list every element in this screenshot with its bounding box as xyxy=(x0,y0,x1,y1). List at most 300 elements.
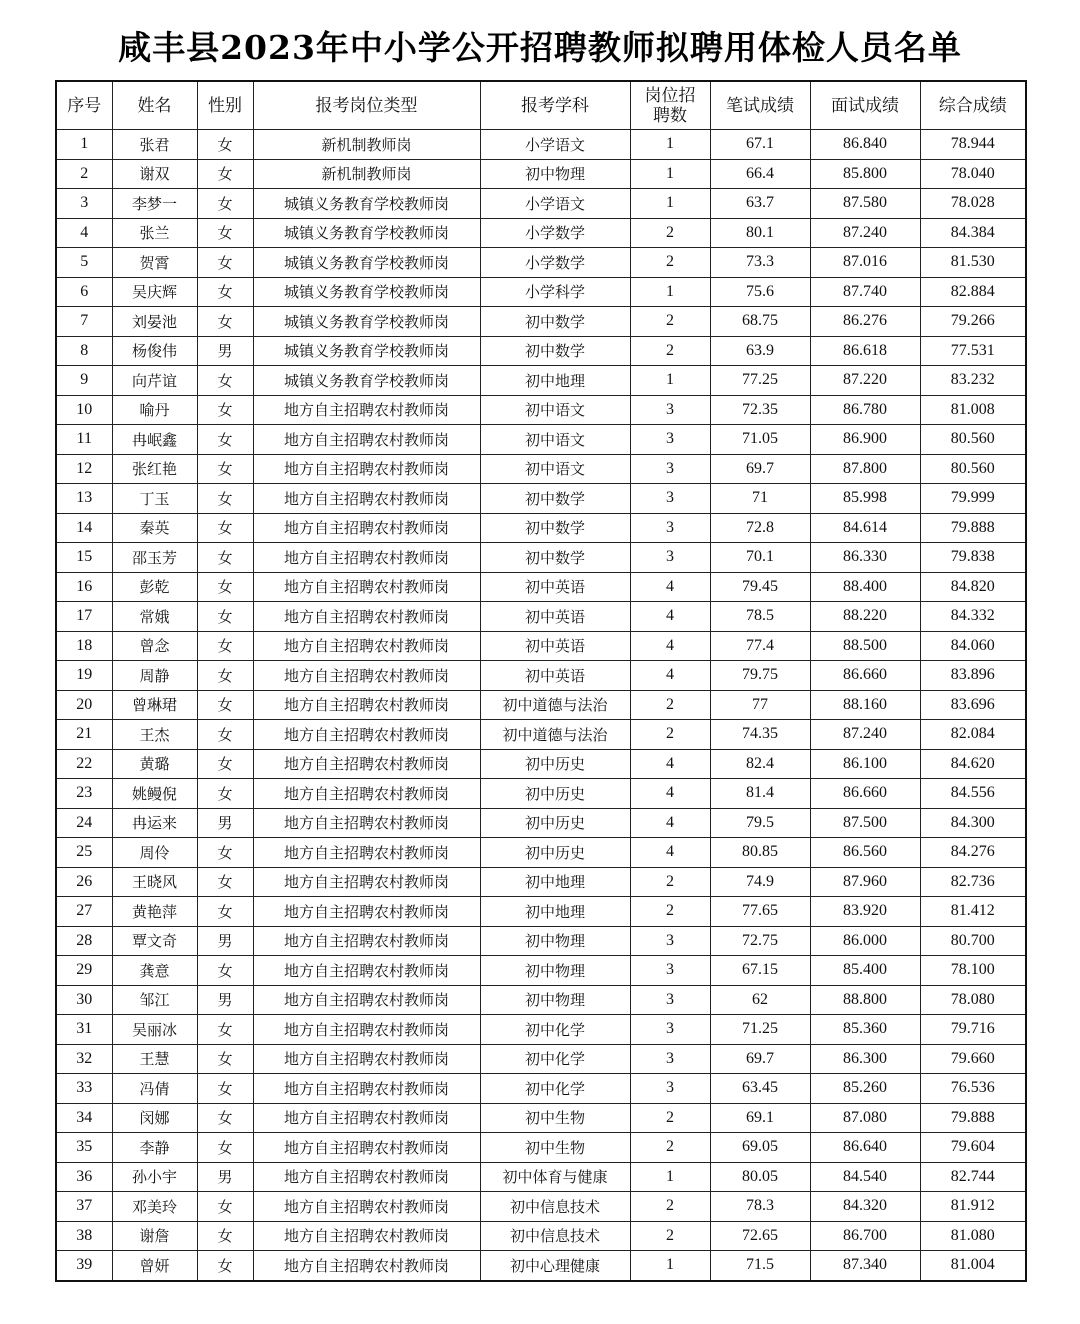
total-score-cell: 78.100 xyxy=(920,956,1026,986)
openings-cell: 4 xyxy=(630,572,710,602)
openings-cell: 3 xyxy=(630,1044,710,1074)
row-number-cell: 22 xyxy=(56,749,112,779)
position-type-cell: 地方自主招聘农村教师岗 xyxy=(253,425,480,455)
table-row xyxy=(56,808,1026,838)
subject-cell: 初中物理 xyxy=(480,956,630,986)
candidate-name-cell: 冉岷鑫 xyxy=(112,425,197,455)
candidate-name-cell: 覃文奇 xyxy=(112,926,197,956)
candidate-name-cell: 吴庆辉 xyxy=(112,277,197,307)
gender-cell: 女 xyxy=(197,867,253,897)
total-score-cell: 83.696 xyxy=(920,690,1026,720)
table-row xyxy=(56,1221,1026,1251)
row-number-cell: 4 xyxy=(56,218,112,248)
row-number-cell: 29 xyxy=(56,956,112,986)
written-score-cell: 72.35 xyxy=(710,395,810,425)
subject-cell: 初中语文 xyxy=(480,425,630,455)
openings-cell: 3 xyxy=(630,454,710,484)
row-number-cell: 28 xyxy=(56,926,112,956)
written-score-cell: 75.6 xyxy=(710,277,810,307)
header-cell: 姓名 xyxy=(112,81,197,130)
interview-score-cell: 86.700 xyxy=(810,1221,920,1251)
subject-cell: 初中化学 xyxy=(480,1074,630,1104)
written-score-cell: 69.05 xyxy=(710,1133,810,1163)
written-score-cell: 68.75 xyxy=(710,307,810,337)
gender-cell: 女 xyxy=(197,956,253,986)
written-score-cell: 63.7 xyxy=(710,189,810,219)
row-number-cell: 9 xyxy=(56,366,112,396)
table-row xyxy=(56,1162,1026,1192)
candidate-name-cell: 曾念 xyxy=(112,631,197,661)
gender-cell: 女 xyxy=(197,1103,253,1133)
total-score-cell: 80.560 xyxy=(920,454,1026,484)
position-type-cell: 地方自主招聘农村教师岗 xyxy=(253,1015,480,1045)
subject-cell: 小学数学 xyxy=(480,248,630,278)
candidate-name-cell: 秦英 xyxy=(112,513,197,543)
gender-cell: 男 xyxy=(197,808,253,838)
total-score-cell: 81.004 xyxy=(920,1251,1026,1281)
written-score-cell: 71.25 xyxy=(710,1015,810,1045)
table-row xyxy=(56,926,1026,956)
position-type-cell: 新机制教师岗 xyxy=(253,159,480,189)
table-row xyxy=(56,1192,1026,1222)
interview-score-cell: 87.340 xyxy=(810,1251,920,1281)
interview-score-cell: 86.660 xyxy=(810,661,920,691)
interview-score-cell: 86.276 xyxy=(810,307,920,337)
written-score-cell: 79.45 xyxy=(710,572,810,602)
gender-cell: 女 xyxy=(197,1192,253,1222)
interview-score-cell: 86.640 xyxy=(810,1133,920,1163)
interview-score-cell: 84.614 xyxy=(810,513,920,543)
candidate-name-cell: 冯倩 xyxy=(112,1074,197,1104)
written-score-cell: 80.85 xyxy=(710,838,810,868)
position-type-cell: 新机制教师岗 xyxy=(253,130,480,160)
candidate-table xyxy=(55,80,1027,1282)
total-score-cell: 80.700 xyxy=(920,926,1026,956)
table-row xyxy=(56,1103,1026,1133)
openings-cell: 1 xyxy=(630,277,710,307)
row-number-cell: 13 xyxy=(56,484,112,514)
candidate-name-cell: 邹江 xyxy=(112,985,197,1015)
written-score-cell: 62 xyxy=(710,985,810,1015)
row-number-cell: 15 xyxy=(56,543,112,573)
candidate-name-cell: 彭乾 xyxy=(112,572,197,602)
openings-cell: 1 xyxy=(630,159,710,189)
written-score-cell: 72.65 xyxy=(710,1221,810,1251)
interview-score-cell: 87.500 xyxy=(810,808,920,838)
position-type-cell: 城镇义务教育学校教师岗 xyxy=(253,336,480,366)
candidate-name-cell: 王晓风 xyxy=(112,867,197,897)
gender-cell: 女 xyxy=(197,1074,253,1104)
gender-cell: 女 xyxy=(197,1044,253,1074)
openings-cell: 1 xyxy=(630,1251,710,1281)
position-type-cell: 地方自主招聘农村教师岗 xyxy=(253,602,480,632)
subject-cell: 初中历史 xyxy=(480,779,630,809)
candidate-name-cell: 张兰 xyxy=(112,218,197,248)
gender-cell: 女 xyxy=(197,395,253,425)
total-score-cell: 84.384 xyxy=(920,218,1026,248)
openings-cell: 2 xyxy=(630,897,710,927)
header-cell: 序号 xyxy=(56,81,112,130)
total-score-cell: 79.266 xyxy=(920,307,1026,337)
subject-cell: 初中历史 xyxy=(480,749,630,779)
position-type-cell: 地方自主招聘农村教师岗 xyxy=(253,779,480,809)
row-number-cell: 14 xyxy=(56,513,112,543)
written-score-cell: 78.3 xyxy=(710,1192,810,1222)
gender-cell: 女 xyxy=(197,602,253,632)
row-number-cell: 27 xyxy=(56,897,112,927)
total-score-cell: 82.744 xyxy=(920,1162,1026,1192)
subject-cell: 初中生物 xyxy=(480,1103,630,1133)
written-score-cell: 77 xyxy=(710,690,810,720)
total-score-cell: 79.999 xyxy=(920,484,1026,514)
position-type-cell: 地方自主招聘农村教师岗 xyxy=(253,897,480,927)
candidate-name-cell: 黄璐 xyxy=(112,749,197,779)
table-row xyxy=(56,395,1026,425)
position-type-cell: 城镇义务教育学校教师岗 xyxy=(253,248,480,278)
interview-score-cell: 86.618 xyxy=(810,336,920,366)
openings-cell: 2 xyxy=(630,248,710,278)
interview-score-cell: 87.580 xyxy=(810,189,920,219)
interview-score-cell: 84.540 xyxy=(810,1162,920,1192)
row-number-cell: 19 xyxy=(56,661,112,691)
gender-cell: 女 xyxy=(197,543,253,573)
row-number-cell: 3 xyxy=(56,189,112,219)
header-cell: 笔试成绩 xyxy=(710,81,810,130)
position-type-cell: 城镇义务教育学校教师岗 xyxy=(253,277,480,307)
subject-cell: 初中历史 xyxy=(480,838,630,868)
total-score-cell: 78.028 xyxy=(920,189,1026,219)
gender-cell: 女 xyxy=(197,248,253,278)
openings-cell: 2 xyxy=(630,690,710,720)
gender-cell: 女 xyxy=(197,1133,253,1163)
gender-cell: 女 xyxy=(197,484,253,514)
position-type-cell: 地方自主招聘农村教师岗 xyxy=(253,572,480,602)
gender-cell: 女 xyxy=(197,307,253,337)
written-score-cell: 78.5 xyxy=(710,602,810,632)
openings-cell: 3 xyxy=(630,926,710,956)
subject-cell: 初中英语 xyxy=(480,631,630,661)
table-row xyxy=(56,897,1026,927)
interview-score-cell: 88.220 xyxy=(810,602,920,632)
interview-score-cell: 86.000 xyxy=(810,926,920,956)
openings-cell: 4 xyxy=(630,779,710,809)
candidate-name-cell: 吴丽冰 xyxy=(112,1015,197,1045)
position-type-cell: 地方自主招聘农村教师岗 xyxy=(253,543,480,573)
table-row xyxy=(56,307,1026,337)
interview-score-cell: 85.260 xyxy=(810,1074,920,1104)
written-score-cell: 71 xyxy=(710,484,810,514)
row-number-cell: 33 xyxy=(56,1074,112,1104)
row-number-cell: 6 xyxy=(56,277,112,307)
candidate-name-cell: 王慧 xyxy=(112,1044,197,1074)
row-number-cell: 35 xyxy=(56,1133,112,1163)
total-score-cell: 81.412 xyxy=(920,897,1026,927)
interview-score-cell: 87.016 xyxy=(810,248,920,278)
written-score-cell: 73.3 xyxy=(710,248,810,278)
interview-score-cell: 85.400 xyxy=(810,956,920,986)
total-score-cell: 84.620 xyxy=(920,749,1026,779)
subject-cell: 初中物理 xyxy=(480,926,630,956)
interview-score-cell: 87.800 xyxy=(810,454,920,484)
written-score-cell: 79.75 xyxy=(710,661,810,691)
subject-cell: 初中生物 xyxy=(480,1133,630,1163)
row-number-cell: 30 xyxy=(56,985,112,1015)
interview-score-cell: 85.998 xyxy=(810,484,920,514)
openings-cell: 2 xyxy=(630,1192,710,1222)
table-row xyxy=(56,779,1026,809)
total-score-cell: 78.944 xyxy=(920,130,1026,160)
interview-score-cell: 86.560 xyxy=(810,838,920,868)
interview-score-cell: 86.300 xyxy=(810,1044,920,1074)
interview-score-cell: 88.400 xyxy=(810,572,920,602)
subject-cell: 初中语文 xyxy=(480,454,630,484)
candidate-name-cell: 姚鳗倪 xyxy=(112,779,197,809)
subject-cell: 初中数学 xyxy=(480,307,630,337)
written-score-cell: 67.15 xyxy=(710,956,810,986)
interview-score-cell: 86.100 xyxy=(810,749,920,779)
subject-cell: 初中数学 xyxy=(480,513,630,543)
candidate-name-cell: 闵娜 xyxy=(112,1103,197,1133)
table-row xyxy=(56,366,1026,396)
interview-score-cell: 86.330 xyxy=(810,543,920,573)
interview-score-cell: 88.160 xyxy=(810,690,920,720)
row-number-cell: 7 xyxy=(56,307,112,337)
row-number-cell: 2 xyxy=(56,159,112,189)
openings-cell: 3 xyxy=(630,425,710,455)
openings-cell: 1 xyxy=(630,130,710,160)
total-score-cell: 84.300 xyxy=(920,808,1026,838)
openings-cell: 4 xyxy=(630,749,710,779)
gender-cell: 女 xyxy=(197,749,253,779)
written-score-cell: 67.1 xyxy=(710,130,810,160)
total-score-cell: 81.080 xyxy=(920,1221,1026,1251)
subject-cell: 初中物理 xyxy=(480,159,630,189)
total-score-cell: 77.531 xyxy=(920,336,1026,366)
position-type-cell: 地方自主招聘农村教师岗 xyxy=(253,454,480,484)
header-cell: 面试成绩 xyxy=(810,81,920,130)
candidate-name-cell: 喻丹 xyxy=(112,395,197,425)
interview-score-cell: 87.740 xyxy=(810,277,920,307)
openings-cell: 3 xyxy=(630,543,710,573)
written-score-cell: 71.5 xyxy=(710,1251,810,1281)
total-score-cell: 79.660 xyxy=(920,1044,1026,1074)
openings-cell: 2 xyxy=(630,307,710,337)
gender-cell: 女 xyxy=(197,1251,253,1281)
total-score-cell: 84.332 xyxy=(920,602,1026,632)
table-row xyxy=(56,454,1026,484)
total-score-cell: 83.232 xyxy=(920,366,1026,396)
row-number-cell: 38 xyxy=(56,1221,112,1251)
openings-cell: 2 xyxy=(630,218,710,248)
candidate-name-cell: 丁玉 xyxy=(112,484,197,514)
total-score-cell: 84.276 xyxy=(920,838,1026,868)
interview-score-cell: 86.840 xyxy=(810,130,920,160)
openings-cell: 4 xyxy=(630,661,710,691)
header-cell: 报考岗位类型 xyxy=(253,81,480,130)
subject-cell: 初中道德与法治 xyxy=(480,690,630,720)
written-score-cell: 81.4 xyxy=(710,779,810,809)
gender-cell: 女 xyxy=(197,513,253,543)
written-score-cell: 80.05 xyxy=(710,1162,810,1192)
gender-cell: 女 xyxy=(197,277,253,307)
written-score-cell: 69.7 xyxy=(710,1044,810,1074)
total-score-cell: 79.888 xyxy=(920,1103,1026,1133)
written-score-cell: 80.1 xyxy=(710,218,810,248)
position-type-cell: 地方自主招聘农村教师岗 xyxy=(253,1251,480,1281)
written-score-cell: 77.25 xyxy=(710,366,810,396)
row-number-cell: 39 xyxy=(56,1251,112,1281)
written-score-cell: 77.4 xyxy=(710,631,810,661)
header-row xyxy=(56,81,1026,130)
table-row xyxy=(56,189,1026,219)
table-row xyxy=(56,690,1026,720)
subject-cell: 初中地理 xyxy=(480,867,630,897)
openings-cell: 3 xyxy=(630,484,710,514)
written-score-cell: 79.5 xyxy=(710,808,810,838)
gender-cell: 女 xyxy=(197,159,253,189)
position-type-cell: 地方自主招聘农村教师岗 xyxy=(253,1192,480,1222)
position-type-cell: 地方自主招聘农村教师岗 xyxy=(253,1074,480,1104)
subject-cell: 小学科学 xyxy=(480,277,630,307)
subject-cell: 初中语文 xyxy=(480,395,630,425)
table-row xyxy=(56,661,1026,691)
openings-cell: 3 xyxy=(630,1074,710,1104)
subject-cell: 小学数学 xyxy=(480,218,630,248)
gender-cell: 男 xyxy=(197,1162,253,1192)
row-number-cell: 17 xyxy=(56,602,112,632)
gender-cell: 女 xyxy=(197,130,253,160)
gender-cell: 女 xyxy=(197,631,253,661)
interview-score-cell: 87.960 xyxy=(810,867,920,897)
row-number-cell: 34 xyxy=(56,1103,112,1133)
total-score-cell: 76.536 xyxy=(920,1074,1026,1104)
position-type-cell: 城镇义务教育学校教师岗 xyxy=(253,307,480,337)
candidate-name-cell: 贺霄 xyxy=(112,248,197,278)
total-score-cell: 82.884 xyxy=(920,277,1026,307)
row-number-cell: 10 xyxy=(56,395,112,425)
subject-cell: 小学语文 xyxy=(480,130,630,160)
position-type-cell: 城镇义务教育学校教师岗 xyxy=(253,189,480,219)
subject-cell: 初中道德与法治 xyxy=(480,720,630,750)
table-row xyxy=(56,985,1026,1015)
row-number-cell: 20 xyxy=(56,690,112,720)
row-number-cell: 37 xyxy=(56,1192,112,1222)
total-score-cell: 84.060 xyxy=(920,631,1026,661)
written-score-cell: 82.4 xyxy=(710,749,810,779)
interview-score-cell: 87.220 xyxy=(810,366,920,396)
row-number-cell: 8 xyxy=(56,336,112,366)
table-row xyxy=(56,720,1026,750)
interview-score-cell: 83.920 xyxy=(810,897,920,927)
gender-cell: 女 xyxy=(197,572,253,602)
position-type-cell: 地方自主招聘农村教师岗 xyxy=(253,690,480,720)
interview-score-cell: 86.660 xyxy=(810,779,920,809)
table-row xyxy=(56,1015,1026,1045)
table-row xyxy=(56,159,1026,189)
subject-cell: 初中信息技术 xyxy=(480,1192,630,1222)
position-type-cell: 地方自主招聘农村教师岗 xyxy=(253,838,480,868)
written-score-cell: 72.75 xyxy=(710,926,810,956)
subject-cell: 小学语文 xyxy=(480,189,630,219)
position-type-cell: 地方自主招聘农村教师岗 xyxy=(253,631,480,661)
subject-cell: 初中历史 xyxy=(480,808,630,838)
candidate-name-cell: 李梦一 xyxy=(112,189,197,219)
position-type-cell: 地方自主招聘农村教师岗 xyxy=(253,395,480,425)
row-number-cell: 24 xyxy=(56,808,112,838)
gender-cell: 男 xyxy=(197,926,253,956)
position-type-cell: 地方自主招聘农村教师岗 xyxy=(253,749,480,779)
candidate-name-cell: 邓美玲 xyxy=(112,1192,197,1222)
openings-cell: 1 xyxy=(630,189,710,219)
total-score-cell: 78.080 xyxy=(920,985,1026,1015)
row-number-cell: 1 xyxy=(56,130,112,160)
document-title: 咸丰县2023年中小学公开招聘教师拟聘用体检人员名单 xyxy=(118,28,962,67)
row-number-cell: 12 xyxy=(56,454,112,484)
interview-score-cell: 87.240 xyxy=(810,218,920,248)
gender-cell: 男 xyxy=(197,985,253,1015)
subject-cell: 初中数学 xyxy=(480,543,630,573)
written-score-cell: 77.65 xyxy=(710,897,810,927)
candidate-name-cell: 王杰 xyxy=(112,720,197,750)
row-number-cell: 25 xyxy=(56,838,112,868)
table-row xyxy=(56,1133,1026,1163)
row-number-cell: 31 xyxy=(56,1015,112,1045)
position-type-cell: 地方自主招聘农村教师岗 xyxy=(253,720,480,750)
written-score-cell: 70.1 xyxy=(710,543,810,573)
openings-cell: 4 xyxy=(630,808,710,838)
position-type-cell: 地方自主招聘农村教师岗 xyxy=(253,926,480,956)
candidate-name-cell: 谢双 xyxy=(112,159,197,189)
gender-cell: 女 xyxy=(197,366,253,396)
interview-score-cell: 86.780 xyxy=(810,395,920,425)
total-score-cell: 79.716 xyxy=(920,1015,1026,1045)
interview-score-cell: 85.800 xyxy=(810,159,920,189)
gender-cell: 女 xyxy=(197,218,253,248)
row-number-cell: 32 xyxy=(56,1044,112,1074)
candidate-name-cell: 向芹谊 xyxy=(112,366,197,396)
total-score-cell: 81.912 xyxy=(920,1192,1026,1222)
total-score-cell: 83.896 xyxy=(920,661,1026,691)
openings-cell: 3 xyxy=(630,1015,710,1045)
total-score-cell: 78.040 xyxy=(920,159,1026,189)
subject-cell: 初中数学 xyxy=(480,336,630,366)
written-score-cell: 72.8 xyxy=(710,513,810,543)
candidate-name-cell: 谢詹 xyxy=(112,1221,197,1251)
header-cell: 岗位招聘数 xyxy=(630,81,710,130)
written-score-cell: 74.35 xyxy=(710,720,810,750)
position-type-cell: 地方自主招聘农村教师岗 xyxy=(253,1162,480,1192)
position-type-cell: 地方自主招聘农村教师岗 xyxy=(253,513,480,543)
candidate-name-cell: 孙小宇 xyxy=(112,1162,197,1192)
written-score-cell: 63.45 xyxy=(710,1074,810,1104)
candidate-name-cell: 周伶 xyxy=(112,838,197,868)
openings-cell: 2 xyxy=(630,867,710,897)
candidate-name-cell: 黄艳萍 xyxy=(112,897,197,927)
table-row xyxy=(56,248,1026,278)
candidate-name-cell: 李静 xyxy=(112,1133,197,1163)
table-row xyxy=(56,602,1026,632)
position-type-cell: 地方自主招聘农村教师岗 xyxy=(253,661,480,691)
written-score-cell: 63.9 xyxy=(710,336,810,366)
openings-cell: 2 xyxy=(630,336,710,366)
total-score-cell: 81.530 xyxy=(920,248,1026,278)
subject-cell: 初中英语 xyxy=(480,661,630,691)
table-row xyxy=(56,336,1026,366)
openings-cell: 2 xyxy=(630,720,710,750)
written-score-cell: 71.05 xyxy=(710,425,810,455)
total-score-cell: 82.736 xyxy=(920,867,1026,897)
openings-cell: 4 xyxy=(630,838,710,868)
